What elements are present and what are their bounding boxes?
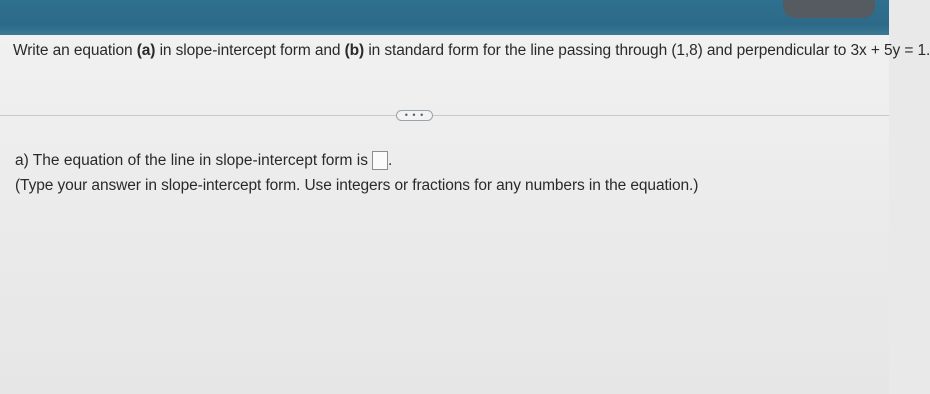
instruction-text: (Type your answer in slope-intercept form. Use integers or fractions for any numbers in the equation.) <box>15 177 699 194</box>
more-options-button[interactable]: • • • <box>396 110 433 121</box>
part-b-tag: (b) <box>344 42 365 59</box>
top-bar-button[interactable] <box>783 0 875 18</box>
top-bar <box>0 0 889 35</box>
question-panel <box>0 35 889 394</box>
question-text: Write an equation (a) in slope-intercept form and (b) in standard form for the line passing through (1,8) and perpendicular to 3x + 5y = 1. <box>13 42 930 59</box>
top-bar-title <box>480 0 590 6</box>
equation: 3x + 5y = 1 <box>850 42 927 59</box>
answer-input[interactable] <box>372 151 388 170</box>
divider <box>0 115 889 116</box>
part-a-prompt: a) The equation of the line in slope-intercept form is . <box>15 152 393 169</box>
point: (1,8) <box>671 42 703 59</box>
part-a-tag: (a) <box>136 42 156 59</box>
